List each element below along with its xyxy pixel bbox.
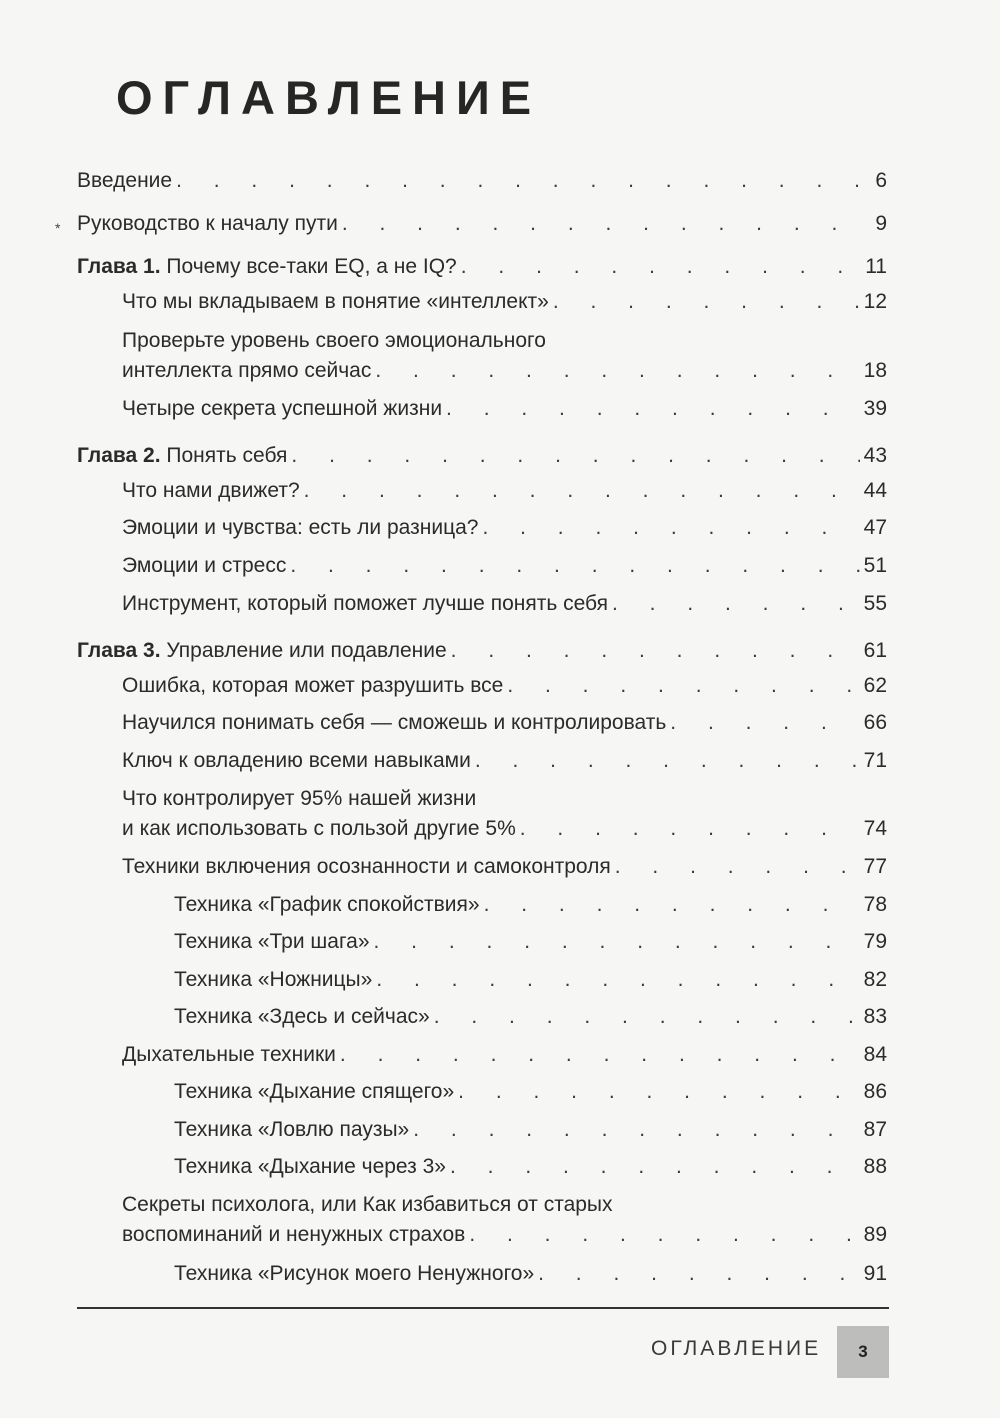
toc-entry-title-continued: и как использовать с пользой другие 5%	[122, 817, 516, 840]
toc-entry[interactable]	[77, 326, 887, 386]
dot-leader	[340, 1040, 860, 1070]
toc-entry-title: Техника «График спокойствия»	[174, 893, 480, 916]
dot-leader	[553, 287, 860, 317]
toc-page-number: 18	[863, 359, 887, 382]
toc-page-number: 12	[863, 290, 887, 313]
dot-leader	[670, 708, 859, 738]
toc-page-number: 77	[863, 855, 887, 878]
toc-page-number: 71	[863, 749, 887, 772]
toc-entry-title: Управление или подавление	[166, 639, 447, 662]
toc-entry-title: Понять себя	[166, 444, 288, 467]
toc-entry-title: Что контролирует 95% нашей жизни	[122, 787, 477, 810]
dot-leader	[176, 166, 871, 196]
dot-leader	[612, 589, 860, 619]
toc-page-number: 43	[863, 444, 887, 467]
toc-entry-title: Введение	[77, 169, 173, 192]
toc-entry[interactable]	[77, 589, 887, 619]
toc-entry-title: Техника «Три шага»	[174, 930, 370, 953]
dot-leader	[446, 394, 860, 424]
toc-page-number: 55	[863, 592, 887, 615]
toc-entry[interactable]	[77, 965, 887, 995]
dot-leader	[520, 814, 860, 844]
dot-leader	[304, 476, 860, 506]
toc-entry[interactable]	[77, 441, 887, 471]
toc-entry[interactable]	[77, 287, 887, 317]
dot-leader	[374, 927, 860, 957]
toc-entry[interactable]	[77, 209, 887, 239]
chapter-label: Глава 2.	[77, 444, 161, 467]
dot-leader	[507, 671, 859, 701]
toc-entry-title: Инструмент, который поможет лучше понять себя	[122, 592, 608, 615]
toc-page-number: 86	[863, 1080, 887, 1103]
toc-entry[interactable]	[77, 746, 887, 776]
dot-leader	[291, 441, 859, 471]
toc-entry[interactable]	[77, 476, 887, 506]
dot-leader	[615, 852, 860, 882]
toc-entry-title: Эмоции и чувства: есть ли разница?	[122, 516, 479, 539]
toc-page-number: 88	[863, 1155, 887, 1178]
toc-page-number: 87	[863, 1118, 887, 1141]
chapter-label: Глава 3.	[77, 639, 161, 662]
toc-entry[interactable]	[77, 166, 887, 196]
toc-entry[interactable]	[77, 551, 887, 581]
dot-leader	[342, 209, 871, 239]
toc-entry[interactable]	[77, 1040, 887, 1070]
toc-entry-title: Проверьте уровень своего эмоционального	[122, 329, 546, 352]
toc-page-number: 9	[875, 212, 887, 235]
toc-entry[interactable]	[77, 784, 887, 844]
dot-leader	[413, 1115, 859, 1145]
toc-page-number: 82	[863, 968, 887, 991]
toc-page-number: 44	[863, 479, 887, 502]
toc-entry-title: Четыре секрета успешной жизни	[122, 397, 443, 420]
toc-entry[interactable]	[77, 671, 887, 701]
toc-entry-title: Научился понимать себя — сможешь и контролировать	[122, 711, 667, 734]
toc-page-number: 74	[863, 817, 887, 840]
toc-entry-title: Руководство к началу пути	[77, 212, 338, 235]
toc-page-number: 79	[863, 930, 887, 953]
dot-leader	[451, 636, 860, 666]
dot-leader	[482, 513, 859, 543]
toc-entry-title: Техника «Дыхание спящего»	[174, 1080, 455, 1103]
footer-divider	[77, 1307, 889, 1309]
toc-entry-title: Что мы вкладываем в понятие «интеллект»	[122, 290, 549, 313]
toc-entry-title: Почему все-таки EQ, а не IQ?	[166, 255, 457, 278]
dot-leader	[434, 1002, 860, 1032]
toc-page-number: 78	[863, 893, 887, 916]
toc-entry-title: Что нами движет?	[122, 479, 300, 502]
toc-entry-title: Техники включения осознанности и самоконтроля	[122, 855, 611, 878]
page-title: ОГЛАВЛЕНИЕ	[116, 71, 542, 124]
toc-page-number: 61	[863, 639, 887, 662]
toc-entry[interactable]	[77, 1002, 887, 1032]
toc-entry-title: Техника «Рисунок моего Ненужного»	[174, 1262, 535, 1285]
dot-leader	[538, 1259, 860, 1289]
dot-leader	[484, 890, 860, 920]
toc-entry-title: Техника «Ножницы»	[174, 968, 373, 991]
toc-entry[interactable]	[77, 927, 887, 957]
toc-page-number: 83	[863, 1005, 887, 1028]
chapter-label: Глава 1.	[77, 255, 161, 278]
toc-page-number: 62	[863, 674, 887, 697]
toc-entry-title-continued: интеллекта прямо сейчас	[122, 359, 372, 382]
dot-leader	[461, 252, 861, 282]
toc-entry[interactable]	[77, 394, 887, 424]
toc-page-number: 6	[875, 169, 887, 192]
toc-entry[interactable]	[77, 1115, 887, 1145]
toc-entry[interactable]	[77, 252, 887, 282]
dot-leader	[458, 1077, 859, 1107]
footer-page-number: 3	[837, 1326, 889, 1378]
dot-leader	[375, 356, 859, 386]
toc-entry-title: Дыхательные техники	[122, 1043, 336, 1066]
dot-leader	[469, 1220, 859, 1250]
toc-page-number: 91	[863, 1262, 887, 1285]
toc-entry-title: Техника «Дыхание через 3»	[174, 1155, 446, 1178]
toc-entry-title: Ключ к овладению всеми навыками	[122, 749, 471, 772]
toc-page-number: 51	[863, 554, 887, 577]
dot-leader	[475, 746, 860, 776]
dot-leader	[290, 551, 859, 581]
toc-page-number: 84	[863, 1043, 887, 1066]
toc-page-number: 66	[863, 711, 887, 734]
toc-entry[interactable]	[77, 636, 887, 666]
toc-page-number: 47	[863, 516, 887, 539]
toc-entry[interactable]	[77, 513, 887, 543]
toc-entry-title: Эмоции и стресс	[122, 554, 287, 577]
toc-entry[interactable]	[77, 890, 887, 920]
toc-entry-title: Секреты психолога, или Как избавиться от старых	[122, 1193, 613, 1216]
toc-page-number: 11	[865, 255, 887, 278]
toc-entry[interactable]	[77, 1259, 887, 1289]
toc-entry-title: Техника «Ловлю паузы»	[174, 1118, 410, 1141]
toc-entry[interactable]	[77, 1077, 887, 1107]
stray-mark: *	[55, 220, 61, 236]
toc-entry[interactable]	[77, 852, 887, 882]
toc-page-number: 89	[863, 1223, 887, 1246]
toc-page-number: 39	[863, 397, 887, 420]
toc-entry[interactable]	[77, 1190, 887, 1250]
toc-entry[interactable]	[77, 1152, 887, 1182]
toc-entry[interactable]	[77, 708, 887, 738]
toc-entry-title-continued: воспоминаний и ненужных страхов	[122, 1223, 466, 1246]
toc-entry-title: Техника «Здесь и сейчас»	[174, 1005, 430, 1028]
dot-leader	[450, 1152, 860, 1182]
toc-entry-title: Ошибка, которая может разрушить все	[122, 674, 504, 697]
footer-section-label: ОГЛАВЛЕНИЕ	[651, 1337, 822, 1360]
dot-leader	[376, 965, 859, 995]
